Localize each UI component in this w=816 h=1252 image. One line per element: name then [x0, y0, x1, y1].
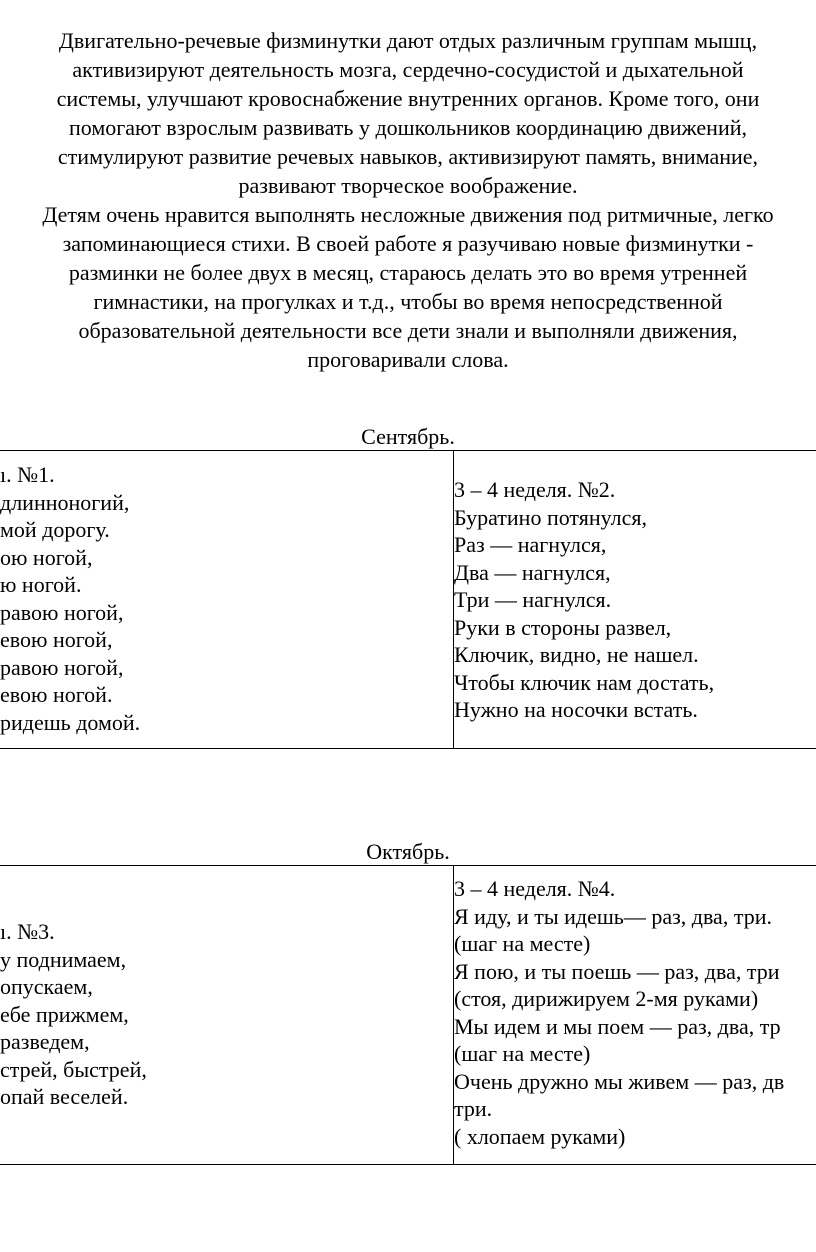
poem-line: Мы идем и мы поем — раз, два, тр: [454, 1013, 781, 1039]
poem-line: Я пою, и ты поешь — раз, два, три: [454, 958, 780, 984]
poem-line: (шаг на месте): [454, 1041, 591, 1066]
poem-line: (шаг на месте): [454, 931, 591, 956]
poem-line: ı. №1.: [0, 462, 55, 487]
september-left-cell: [0, 461, 450, 736]
poem-line: ою ногой,: [0, 544, 93, 570]
poem-line: евою ногой.: [0, 682, 113, 707]
intro-line: разминки не более двух в месяц, стараюсь делать это во время утренней: [68, 260, 748, 285]
intro-line: проговаривали слова.: [307, 347, 509, 372]
poem-line: Ключик, видно, не нашел.: [454, 642, 699, 667]
poem-line: ебе прижмем,: [0, 1001, 129, 1027]
poem-line: три.: [454, 1096, 493, 1121]
poem-line: Очень дружно мы живем — раз, дв: [454, 1068, 785, 1094]
intro-line: Детям очень нравится выполнять несложные движения под ритмичные, легко: [42, 202, 774, 227]
poem-line: Буратино потянулся,: [454, 504, 648, 530]
poem-line: опай веселей.: [0, 1084, 129, 1109]
poem-line: мой дорогу.: [0, 517, 110, 542]
table-border-top: [0, 865, 816, 866]
poem-line: Два — нагнулся,: [454, 559, 611, 585]
october-title: Октябрь.: [366, 839, 450, 864]
poem-line: длинноногий,: [0, 489, 130, 515]
intro-line: гимнастики, на прогулках и т.д., чтобы во время непосредственной: [93, 289, 723, 314]
intro-line: активизируют деятельность мозга, сердечно-сосудистой и дыхательной: [72, 57, 744, 82]
poem-line: Руки в стороны развел,: [454, 614, 672, 640]
poem-line: ю ногой.: [0, 572, 82, 597]
poem-line: стрей, быстрей,: [0, 1056, 147, 1082]
poem-line: опускаем,: [0, 974, 93, 999]
intro-line: запоминающиеся стихи. В своей работе я разучиваю новые физминутки -: [62, 231, 754, 256]
table-border-bottom: [0, 1164, 816, 1165]
poem-line: евою ногой,: [0, 627, 113, 652]
intro-line: Двигательно-речевые физминутки дают отдых различным группам мышц,: [58, 28, 758, 53]
poem-line: Я иду, и ты идешь— раз, два, три.: [454, 903, 772, 929]
october-left-cell: [0, 918, 450, 1111]
intro-line: системы, улучшают кровоснабжение внутренних органов. Кроме того, они: [56, 86, 760, 111]
intro-line: помогают взрослым развивать у дошкольников координацию движений,: [68, 115, 747, 140]
september-right-cell: [454, 476, 816, 724]
poem-line: у поднимаем,: [0, 946, 127, 972]
october-right-cell: [454, 875, 816, 1150]
poem-line: Нужно на носочки встать.: [454, 697, 698, 722]
september-title: Сентябрь.: [361, 424, 455, 449]
intro-line: образовательной деятельности все дети знали и выполняли движения,: [78, 318, 738, 343]
poem-line: Раз — нагнулся,: [454, 532, 607, 557]
poem-line: ı. №3.: [0, 919, 55, 944]
poem-line: Три — нагнулся.: [454, 587, 612, 612]
poem-line: 3 – 4 неделя. №2.: [454, 477, 616, 502]
intro-line: стимулируют развитие речевых навыков, активизируют память, внимание,: [57, 144, 759, 169]
intro-text: [0, 26, 816, 374]
table-border-bottom: [0, 748, 816, 749]
intro-line: развивают творческое воображение.: [238, 173, 578, 198]
poem-line: равою ногой,: [0, 599, 124, 625]
poem-line: равою ногой,: [0, 654, 124, 680]
poem-line: 3 – 4 неделя. №4.: [454, 876, 616, 901]
table-border-top: [0, 450, 816, 451]
poem-line: ( хлопаем руками): [454, 1123, 626, 1149]
poem-line: (стоя, дирижируем 2-мя руками): [454, 986, 759, 1011]
poem-line: Чтобы ключик нам достать,: [454, 669, 715, 695]
poem-line: ридешь домой.: [0, 709, 141, 735]
poem-line: разведем,: [0, 1029, 90, 1054]
